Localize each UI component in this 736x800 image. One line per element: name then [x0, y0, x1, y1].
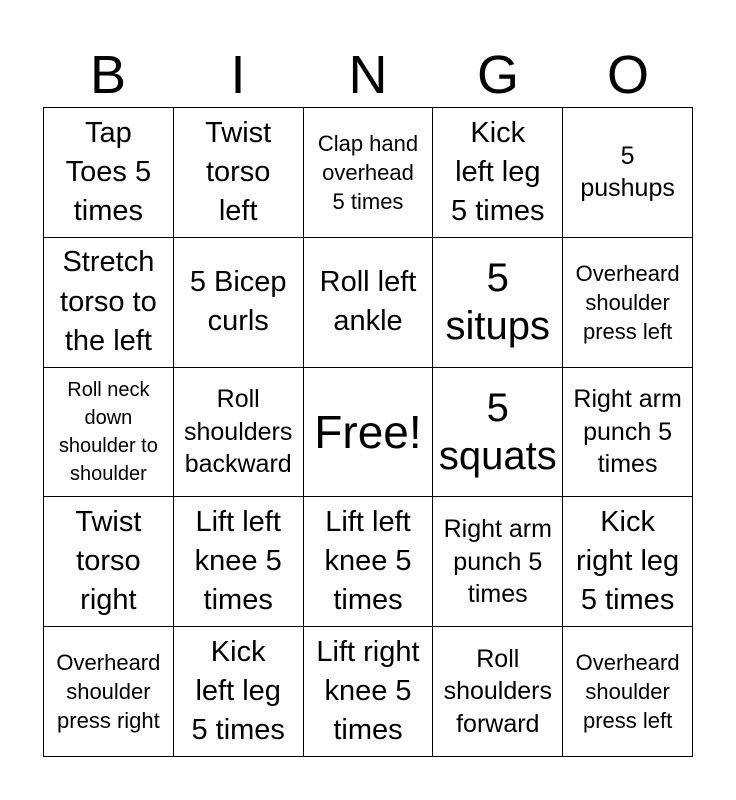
bingo-cell[interactable] — [304, 627, 434, 757]
cell-text: Lift right knee 5 times — [316, 635, 420, 747]
cell-text: Kick left leg 5 times — [451, 116, 545, 227]
cell-text: Right arm punch 5 times — [573, 385, 682, 479]
cell-text: Overheard shoulder press left — [575, 650, 680, 734]
cell-text: Twist torso left — [205, 116, 272, 227]
header-letter-o: O — [606, 45, 649, 105]
cell-text: 5 Bicep curls — [189, 266, 287, 338]
cell-text: 5 squats — [438, 385, 557, 478]
free-space[interactable] — [304, 368, 434, 498]
cell-text: Lift left knee 5 times — [194, 506, 282, 617]
bingo-cell[interactable] — [563, 497, 693, 627]
bingo-cell[interactable] — [433, 368, 563, 498]
bingo-cell[interactable] — [304, 108, 434, 238]
bingo-cell[interactable] — [433, 238, 563, 368]
bingo-header — [43, 44, 693, 106]
cell-text: Overheard shoulder press left — [575, 260, 680, 344]
bingo-cell[interactable] — [174, 108, 304, 238]
bingo-cell[interactable] — [174, 497, 304, 627]
cell-text: Roll shoulders forward — [443, 644, 552, 738]
header-letter-b: B — [89, 45, 127, 105]
bingo-board — [43, 107, 693, 757]
cell-text: 5 situps — [445, 256, 551, 349]
cell-text: 5 pushups — [580, 141, 675, 203]
bingo-cell[interactable] — [563, 108, 693, 238]
cell-text: Overheard shoulder press right — [56, 650, 161, 734]
bingo-cell[interactable] — [433, 497, 563, 627]
bingo-cell[interactable] — [563, 627, 693, 757]
bingo-cell[interactable] — [563, 368, 693, 498]
bingo-cell[interactable] — [44, 627, 174, 757]
bingo-cell[interactable] — [304, 238, 434, 368]
cell-text: Tap Toes 5 times — [65, 116, 152, 227]
bingo-cell[interactable] — [174, 368, 304, 498]
bingo-cell[interactable] — [563, 238, 693, 368]
header-letter-i: I — [230, 45, 246, 105]
bingo-cell[interactable] — [44, 108, 174, 238]
cell-text: Roll neck down shoulder to shoulder — [58, 378, 158, 485]
cell-text: Roll shoulders backward — [183, 385, 293, 479]
cell-text: Roll left ankle — [319, 266, 417, 338]
cell-text: Clap hand overhead 5 times — [317, 130, 419, 214]
bingo-cell[interactable] — [174, 238, 304, 368]
cell-text: Free! — [314, 405, 422, 458]
header-letter-g: G — [476, 45, 519, 105]
bingo-cell[interactable] — [433, 627, 563, 757]
bingo-cell[interactable] — [44, 497, 174, 627]
bingo-cell[interactable] — [44, 238, 174, 368]
bingo-cell[interactable] — [304, 497, 434, 627]
bingo-cell[interactable] — [433, 108, 563, 238]
cell-text: Kick right leg 5 times — [576, 506, 680, 617]
bingo-cell[interactable] — [44, 368, 174, 498]
cell-text: Twist torso right — [75, 506, 142, 617]
cell-text: Kick left leg 5 times — [191, 635, 285, 747]
bingo-cell[interactable] — [174, 627, 304, 757]
header-letter-n: N — [348, 45, 388, 105]
cell-text: Lift left knee 5 times — [324, 506, 412, 617]
cell-text: Right arm punch 5 times — [443, 515, 552, 609]
cell-text: Stretch torso to the left — [60, 246, 157, 357]
